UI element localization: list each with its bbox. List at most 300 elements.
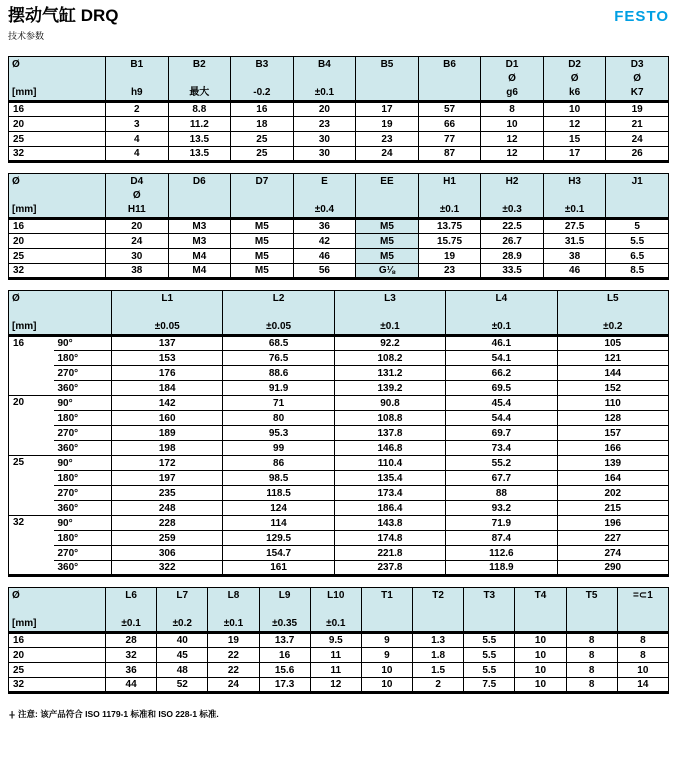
value-cell: 8 <box>566 678 617 693</box>
header-line <box>437 604 440 615</box>
value-cell: 172 <box>112 456 223 471</box>
column-header <box>481 57 544 102</box>
header-line: E <box>321 176 328 187</box>
value-cell: 202 <box>557 486 668 501</box>
value-cell: 36 <box>106 663 157 678</box>
value-cell: 131.2 <box>334 366 445 381</box>
header-line: L5 <box>606 293 619 304</box>
value-cell: 80 <box>223 411 334 426</box>
value-cell: 18 <box>231 117 294 132</box>
column-header <box>168 174 231 219</box>
table-row <box>9 381 669 396</box>
table-row <box>9 132 669 147</box>
header-line: ±0.05 <box>154 321 180 332</box>
value-cell: 26.7 <box>481 234 544 249</box>
column-header <box>168 57 231 102</box>
value-cell: 23 <box>418 264 481 279</box>
value-cell: 152 <box>557 381 668 396</box>
header-line <box>130 604 133 615</box>
value-cell: 66 <box>418 117 481 132</box>
size-cell: 20 <box>9 396 54 456</box>
value-cell: M5 <box>231 219 294 234</box>
table-row <box>9 336 669 351</box>
column-header <box>334 291 445 336</box>
value-cell: M5 <box>231 264 294 279</box>
header-line <box>135 73 138 84</box>
table-row <box>9 648 669 663</box>
size-cell: 20 <box>9 117 106 132</box>
header-line: ±0.1 <box>564 204 585 215</box>
value-cell: 5 <box>606 219 669 234</box>
value-cell: 32 <box>106 648 157 663</box>
value-cell: 88 <box>446 486 557 501</box>
value-cell: 9 <box>361 633 412 648</box>
angle-cell: 180° <box>54 531 112 546</box>
value-cell: 23 <box>293 117 356 132</box>
header-line: T4 <box>534 590 547 601</box>
value-cell: 2 <box>106 102 169 117</box>
header-line <box>12 604 15 615</box>
header-line <box>488 604 491 615</box>
table-row <box>9 147 669 162</box>
header-line <box>636 190 639 201</box>
value-cell: 88.6 <box>223 366 334 381</box>
value-cell: 57 <box>418 102 481 117</box>
table-row <box>9 426 669 441</box>
value-cell: 161 <box>223 561 334 576</box>
column-header <box>361 588 412 633</box>
header-line: L6 <box>125 590 137 601</box>
angle-cell: 270° <box>54 486 112 501</box>
header-line <box>198 73 201 84</box>
value-cell: 67.7 <box>446 471 557 486</box>
value-cell: 12 <box>543 117 606 132</box>
header-line: L8 <box>227 590 240 601</box>
value-cell: 76.5 <box>223 351 334 366</box>
value-cell: 42 <box>293 234 356 249</box>
table-row <box>9 678 669 693</box>
header-line: B6 <box>443 59 456 70</box>
value-cell: 19 <box>356 117 419 132</box>
header-line <box>488 618 491 629</box>
header-line: ±0.2 <box>603 321 623 332</box>
angle-cell: 90° <box>54 456 112 471</box>
header-line <box>166 307 169 318</box>
column-header <box>310 588 361 633</box>
value-cell: 139.2 <box>334 381 445 396</box>
value-cell: 36 <box>293 219 356 234</box>
column-header <box>259 588 310 633</box>
value-cell: 38 <box>106 264 169 279</box>
value-cell: 157 <box>557 426 668 441</box>
header-line: Ø <box>12 59 20 70</box>
value-cell: 73.4 <box>446 441 557 456</box>
value-cell: 8.5 <box>606 264 669 279</box>
angle-cell: 360° <box>54 561 112 576</box>
value-cell: 121 <box>557 351 668 366</box>
header-line: g6 <box>506 87 518 98</box>
value-cell: 11 <box>310 648 361 663</box>
value-cell: M5 <box>356 219 419 234</box>
value-cell: 95.3 <box>223 426 334 441</box>
value-cell: 173.4 <box>334 486 445 501</box>
value-cell: 228 <box>112 516 223 531</box>
header-line: ±0.3 <box>502 204 522 215</box>
size-cell: 32 <box>9 147 106 162</box>
value-cell: 30 <box>293 147 356 162</box>
table-row <box>9 486 669 501</box>
header-line: ±0.1 <box>314 87 335 98</box>
value-cell: 8.8 <box>168 102 231 117</box>
value-cell: 69.5 <box>446 381 557 396</box>
value-cell: 166 <box>557 441 668 456</box>
column-header <box>356 57 419 102</box>
header-line: B3 <box>255 59 269 70</box>
header-line: [mm] <box>12 321 37 332</box>
value-cell: 142 <box>112 396 223 411</box>
table-row <box>9 441 669 456</box>
value-cell: 20 <box>106 219 169 234</box>
column-header <box>543 174 606 219</box>
value-cell: 30 <box>106 249 169 264</box>
value-cell: 24 <box>606 132 669 147</box>
header-line: ±0.4 <box>314 204 335 215</box>
value-cell: 5.5 <box>464 648 515 663</box>
value-cell: 259 <box>112 531 223 546</box>
table-row <box>9 117 669 132</box>
value-cell: 10 <box>515 648 566 663</box>
value-cell: M4 <box>168 249 231 264</box>
header-line <box>573 190 576 201</box>
header-line <box>181 604 184 615</box>
value-cell: 21 <box>606 117 669 132</box>
value-cell: 30 <box>293 132 356 147</box>
value-cell: 274 <box>557 546 668 561</box>
header-line <box>539 604 542 615</box>
column-header <box>223 291 334 336</box>
size-cell: 16 <box>9 336 54 396</box>
value-cell: 15.6 <box>259 663 310 678</box>
value-cell: 10 <box>481 117 544 132</box>
value-cell: 8 <box>617 633 668 648</box>
header-line <box>386 87 389 98</box>
angle-cell: 270° <box>54 366 112 381</box>
header-line <box>386 618 389 629</box>
value-cell: 24 <box>208 678 259 693</box>
value-cell: 137.8 <box>334 426 445 441</box>
value-cell: 6.5 <box>606 249 669 264</box>
value-cell: 13.5 <box>168 132 231 147</box>
value-cell: 1.8 <box>413 648 464 663</box>
value-cell: 13.5 <box>168 147 231 162</box>
table-row <box>9 396 669 411</box>
value-cell: 23 <box>356 132 419 147</box>
header-line: ±0.1 <box>439 204 460 215</box>
value-cell: 13.75 <box>418 219 481 234</box>
header-line: D6 <box>192 176 206 187</box>
column-header <box>106 588 157 633</box>
table-l-t-dimensions <box>8 587 669 694</box>
value-cell: 110.4 <box>334 456 445 471</box>
header-line <box>641 604 644 615</box>
header-line: ±0.1 <box>491 321 512 332</box>
value-cell: 2 <box>413 678 464 693</box>
header-line <box>260 73 263 84</box>
size-cell: 20 <box>9 648 106 663</box>
value-cell: 19 <box>418 249 481 264</box>
value-cell: 110 <box>557 396 668 411</box>
header-line: [mm] <box>12 87 37 98</box>
value-cell: 176 <box>112 366 223 381</box>
value-cell: 12 <box>310 678 361 693</box>
value-cell: M3 <box>168 234 231 249</box>
header-line: T5 <box>585 590 598 601</box>
value-cell: 227 <box>557 531 668 546</box>
value-cell: 19 <box>606 102 669 117</box>
header-line: B4 <box>318 59 331 70</box>
header-line <box>590 604 593 615</box>
angle-cell: 90° <box>54 336 112 351</box>
value-cell: M3 <box>168 219 231 234</box>
header-line <box>386 190 389 201</box>
value-cell: 4 <box>106 132 169 147</box>
size-cell: 20 <box>9 234 106 249</box>
column-header <box>418 174 481 219</box>
value-cell: 16 <box>231 102 294 117</box>
value-cell: 45.4 <box>446 396 557 411</box>
header-line: h9 <box>130 87 143 98</box>
page-subtitle: 技术参数 <box>8 31 45 41</box>
header-line <box>198 204 201 215</box>
size-cell: 16 <box>9 219 106 234</box>
header-line <box>198 190 201 201</box>
value-cell: 45 <box>157 648 208 663</box>
column-header <box>293 57 356 102</box>
angle-cell: 360° <box>54 381 112 396</box>
value-cell: 27.5 <box>543 219 606 234</box>
value-cell: 54.1 <box>446 351 557 366</box>
value-cell: 28.9 <box>481 249 544 264</box>
header-line: B5 <box>380 59 394 70</box>
value-cell: 93.2 <box>446 501 557 516</box>
value-cell: 8 <box>481 102 544 117</box>
table-row <box>9 102 669 117</box>
header-line: EE <box>380 176 394 187</box>
tables-area <box>8 56 669 694</box>
value-cell: 52 <box>157 678 208 693</box>
value-cell: 22 <box>208 663 259 678</box>
header-line: D2 <box>568 59 581 70</box>
value-cell: 14 <box>617 678 668 693</box>
value-cell: 198 <box>112 441 223 456</box>
value-cell: 10 <box>543 102 606 117</box>
value-cell: 15 <box>543 132 606 147</box>
value-cell: 105 <box>557 336 668 351</box>
value-cell: M5 <box>231 234 294 249</box>
angle-cell: 90° <box>54 516 112 531</box>
value-cell: 5.5 <box>464 663 515 678</box>
value-cell: 8 <box>566 663 617 678</box>
column-header <box>231 57 294 102</box>
value-cell: 17 <box>356 102 419 117</box>
page-title: 摆动气缸 DRQ <box>8 6 119 25</box>
header-line <box>448 87 451 98</box>
header-line <box>636 204 639 215</box>
value-cell: 46.1 <box>446 336 557 351</box>
value-cell: 5.5 <box>606 234 669 249</box>
value-cell: M5 <box>356 249 419 264</box>
header-line: T2 <box>432 590 444 601</box>
header-line: T1 <box>381 590 393 601</box>
size-cell: 25 <box>9 249 106 264</box>
column-header <box>617 588 668 633</box>
value-cell: 8 <box>566 648 617 663</box>
angle-cell: 180° <box>54 351 112 366</box>
header-line: B1 <box>130 59 144 70</box>
value-cell: 143.8 <box>334 516 445 531</box>
value-cell: 22 <box>208 648 259 663</box>
value-cell: 144 <box>557 366 668 381</box>
header-line: 最大 <box>189 87 210 98</box>
header-line: L10 <box>327 590 345 601</box>
value-cell: 90.8 <box>334 396 445 411</box>
angle-cell: 270° <box>54 546 112 561</box>
value-cell: 12 <box>481 147 544 162</box>
value-cell: 66.2 <box>446 366 557 381</box>
header-line: ±0.35 <box>272 618 298 629</box>
header-line <box>323 73 326 84</box>
header-line: D4 <box>130 176 144 187</box>
header-line: Ø <box>508 73 516 84</box>
value-cell: M5 <box>356 234 419 249</box>
value-cell: 10 <box>515 678 566 693</box>
value-cell: 108.8 <box>334 411 445 426</box>
column-header <box>106 174 169 219</box>
value-cell: 24 <box>356 147 419 162</box>
value-cell: 99 <box>223 441 334 456</box>
value-cell: 13.7 <box>259 633 310 648</box>
header-line: Ø <box>132 190 141 201</box>
value-cell: 77 <box>418 132 481 147</box>
value-cell: 3 <box>106 117 169 132</box>
value-cell: 137 <box>112 336 223 351</box>
value-cell: 56 <box>293 264 356 279</box>
header-line: L1 <box>161 293 174 304</box>
header-line: K7 <box>630 87 644 98</box>
header-line <box>386 204 389 215</box>
header-line <box>437 618 440 629</box>
value-cell: M5 <box>231 249 294 264</box>
header-line <box>590 618 593 629</box>
value-cell: 1.5 <box>413 663 464 678</box>
value-cell: 186.4 <box>334 501 445 516</box>
header-line: Ø <box>12 176 20 187</box>
value-cell: 91.9 <box>223 381 334 396</box>
header-line: Ø <box>12 293 20 304</box>
value-cell: 10 <box>361 678 412 693</box>
value-cell: 40 <box>157 633 208 648</box>
value-cell: 68.5 <box>223 336 334 351</box>
value-cell: 71 <box>223 396 334 411</box>
value-cell: 98.5 <box>223 471 334 486</box>
column-header <box>418 57 481 102</box>
value-cell: 44 <box>106 678 157 693</box>
value-cell: 92.2 <box>334 336 445 351</box>
header-line <box>334 604 337 615</box>
value-cell: 118.5 <box>223 486 334 501</box>
header-line: H11 <box>127 204 146 215</box>
column-header <box>231 174 294 219</box>
value-cell: 215 <box>557 501 668 516</box>
column-header <box>293 174 356 219</box>
value-cell: 11.2 <box>168 117 231 132</box>
value-cell: 4 <box>106 147 169 162</box>
column-header <box>413 588 464 633</box>
table-row <box>9 663 669 678</box>
value-cell: 71.9 <box>446 516 557 531</box>
angle-cell: 180° <box>54 411 112 426</box>
table-row <box>9 531 669 546</box>
value-cell: 54.4 <box>446 411 557 426</box>
header-line <box>386 604 389 615</box>
value-cell: 174.8 <box>334 531 445 546</box>
header-line: ±0.2 <box>172 618 192 629</box>
column-header <box>566 588 617 633</box>
header-line <box>386 73 389 84</box>
table-row <box>9 633 669 648</box>
header-line <box>539 618 542 629</box>
column-header <box>446 291 557 336</box>
table-row <box>9 264 669 279</box>
column-header <box>481 174 544 219</box>
value-cell: 48 <box>157 663 208 678</box>
angle-cell: 360° <box>54 501 112 516</box>
header-line <box>323 190 326 201</box>
value-cell: 1.3 <box>413 633 464 648</box>
header-line: H2 <box>505 176 519 187</box>
value-cell: 87.4 <box>446 531 557 546</box>
header-line: B2 <box>192 59 206 70</box>
column-header <box>356 174 419 219</box>
table-row <box>9 351 669 366</box>
value-cell: 196 <box>557 516 668 531</box>
value-cell: 189 <box>112 426 223 441</box>
table-row <box>9 471 669 486</box>
value-cell: 184 <box>112 381 223 396</box>
header-line: H1 <box>443 176 456 187</box>
angle-cell: 90° <box>54 396 112 411</box>
value-cell: 55.2 <box>446 456 557 471</box>
size-cell: 25 <box>9 132 106 147</box>
header-line <box>260 190 263 201</box>
value-cell: 164 <box>557 471 668 486</box>
table-row <box>9 249 669 264</box>
header-line: Ø <box>12 590 20 601</box>
value-cell: 10 <box>617 663 668 678</box>
value-cell: 306 <box>112 546 223 561</box>
header-line <box>511 190 514 201</box>
value-cell: 10 <box>515 633 566 648</box>
value-cell: 146.8 <box>334 441 445 456</box>
column-header <box>9 291 112 336</box>
title-block <box>8 6 119 42</box>
value-cell: 322 <box>112 561 223 576</box>
value-cell: 248 <box>112 501 223 516</box>
column-header <box>208 588 259 633</box>
angle-cell: 270° <box>54 426 112 441</box>
value-cell: 197 <box>112 471 223 486</box>
table-l-dimensions-by-angle <box>8 290 669 577</box>
